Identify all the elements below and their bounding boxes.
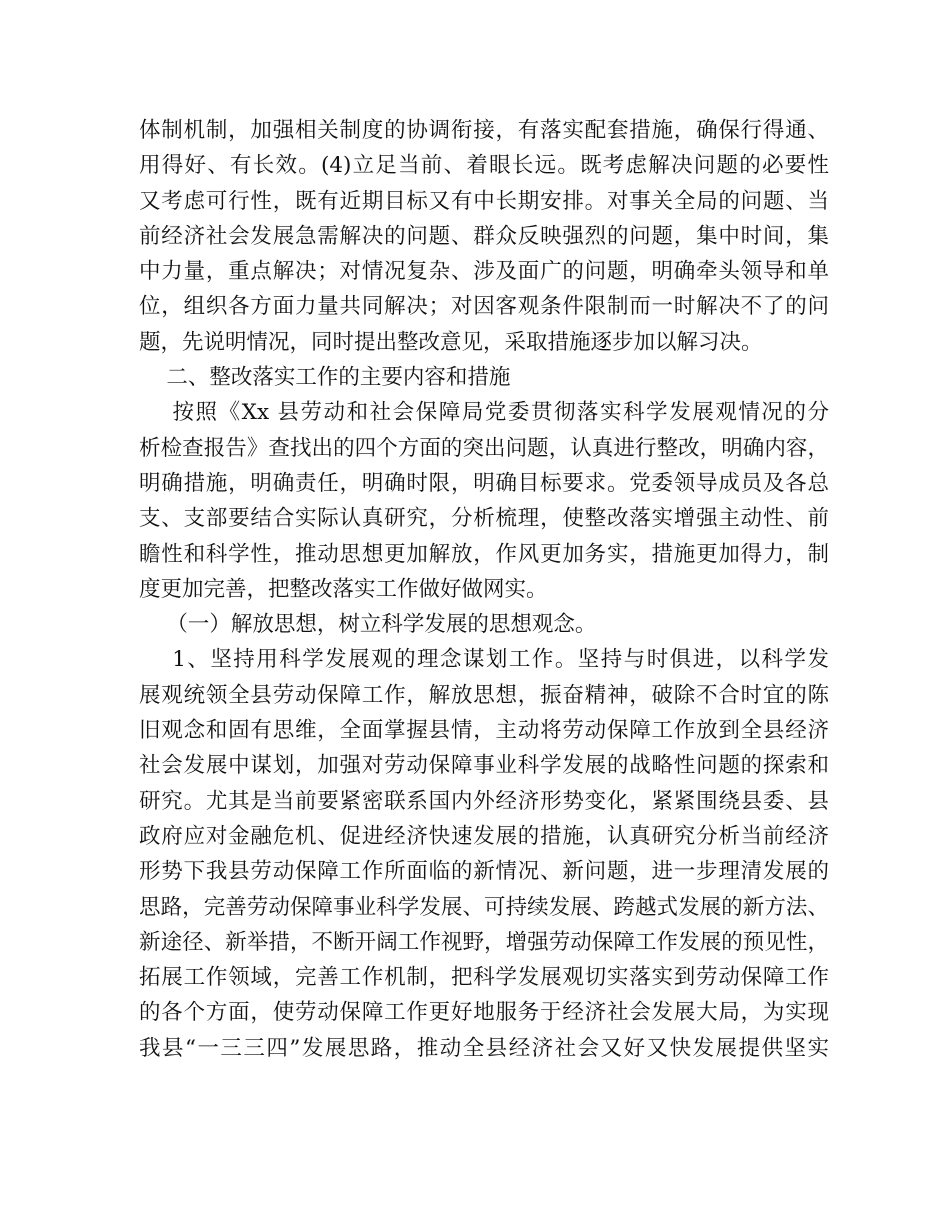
text-line: 前经济社会发展急需解决的问题、群众反映强烈的问题，集中时间，集 [139,223,829,249]
text-line: 研究。尤其是当前要紧密联系国内外经济形势变化，紧紧围绕县委、县 [139,788,829,814]
text-line: 位，组织各方面力量共同解决；对因客观条件限制而一时解决不了的问 [139,294,829,320]
document-body [139,113,829,1066]
section-heading: 二、整改落实工作的主要内容和措施 [139,365,511,391]
text-line: 又考虑可行性，既有近期目标又有中长期安排。对事关全局的问题、当 [139,188,829,214]
text-line: 按照《Xx 县劳动和社会保障局党委贯彻落实科学发展观情况的分 [139,400,829,426]
text-line: 用得好、有长效。(4)立足当前、着眼长远。既考虑解决问题的必要性 [139,153,829,179]
text-line: 拓展工作领域，完善工作机制，把科学发展观切实落实到劳动保障工作 [139,965,829,991]
text-line: 中力量，重点解决；对情况复杂、涉及面广的问题，明确牵头领导和单 [139,259,829,285]
text-line: 体制机制，加强相关制度的协调衔接，有落实配套措施，确保行得通、 [139,118,829,143]
text-line: 思路，完善劳动保障事业科学发展、可持续发展、跨越式发展的新方法、 [139,894,829,920]
text-line: 形势下我县劳动保障工作所面临的新情况、新问题，进一步理清发展的 [139,859,829,885]
text-line: 旧观念和固有思维，全面掌握县情，主动将劳动保障工作放到全县经济 [139,718,829,744]
text-line: 析检查报告》查找出的四个方面的突出问题，认真进行整改，明确内容， [139,435,829,461]
text-line: 度更加完善，把整改落实工作做好做网实。 [139,576,548,602]
text-line: 社会发展中谋划，加强对劳动保障事业科学发展的战略性问题的探索和 [139,753,829,779]
text-line: 1、坚持用科学发展观的理念谋划工作。坚持与时俱进，以科学发 [139,647,829,673]
text-line: 政府应对金融危机、促进经济快速发展的措施，认真研究分析当前经济 [139,823,829,849]
text-line: 题，先说明情况，同时提出整改意见，采取措施逐步加以解习决。 [139,329,763,355]
text-line: 瞻性和科学性，推动思想更加解放，作风更加务实，措施更加得力，制 [139,541,829,567]
text-line: 的各个方面，使劳动保障工作更好地服务于经济社会发展大局，为实现 [139,1000,829,1026]
text-line: 支、支部要结合实际认真研究，分析梳理，使整改落实增强主动性、前 [139,506,829,532]
subsection-heading: （一）解放思想，树立科学发展的思想观念。 [139,612,597,638]
text-line: 我县“一三三四”发展思路，推动全县经济社会又好又快发展提供坚实 [139,1035,829,1061]
text-line: 新途径、新举措，不断开阔工作视野，增强劳动保障工作发展的预见性， [139,929,829,955]
text-line: 展观统领全县劳动保障工作，解放思想，振奋精神，破除不合时宜的陈 [139,682,829,708]
text-line: 明确措施，明确责任，明确时限，明确目标要求。党委领导成员及各总 [139,470,829,496]
